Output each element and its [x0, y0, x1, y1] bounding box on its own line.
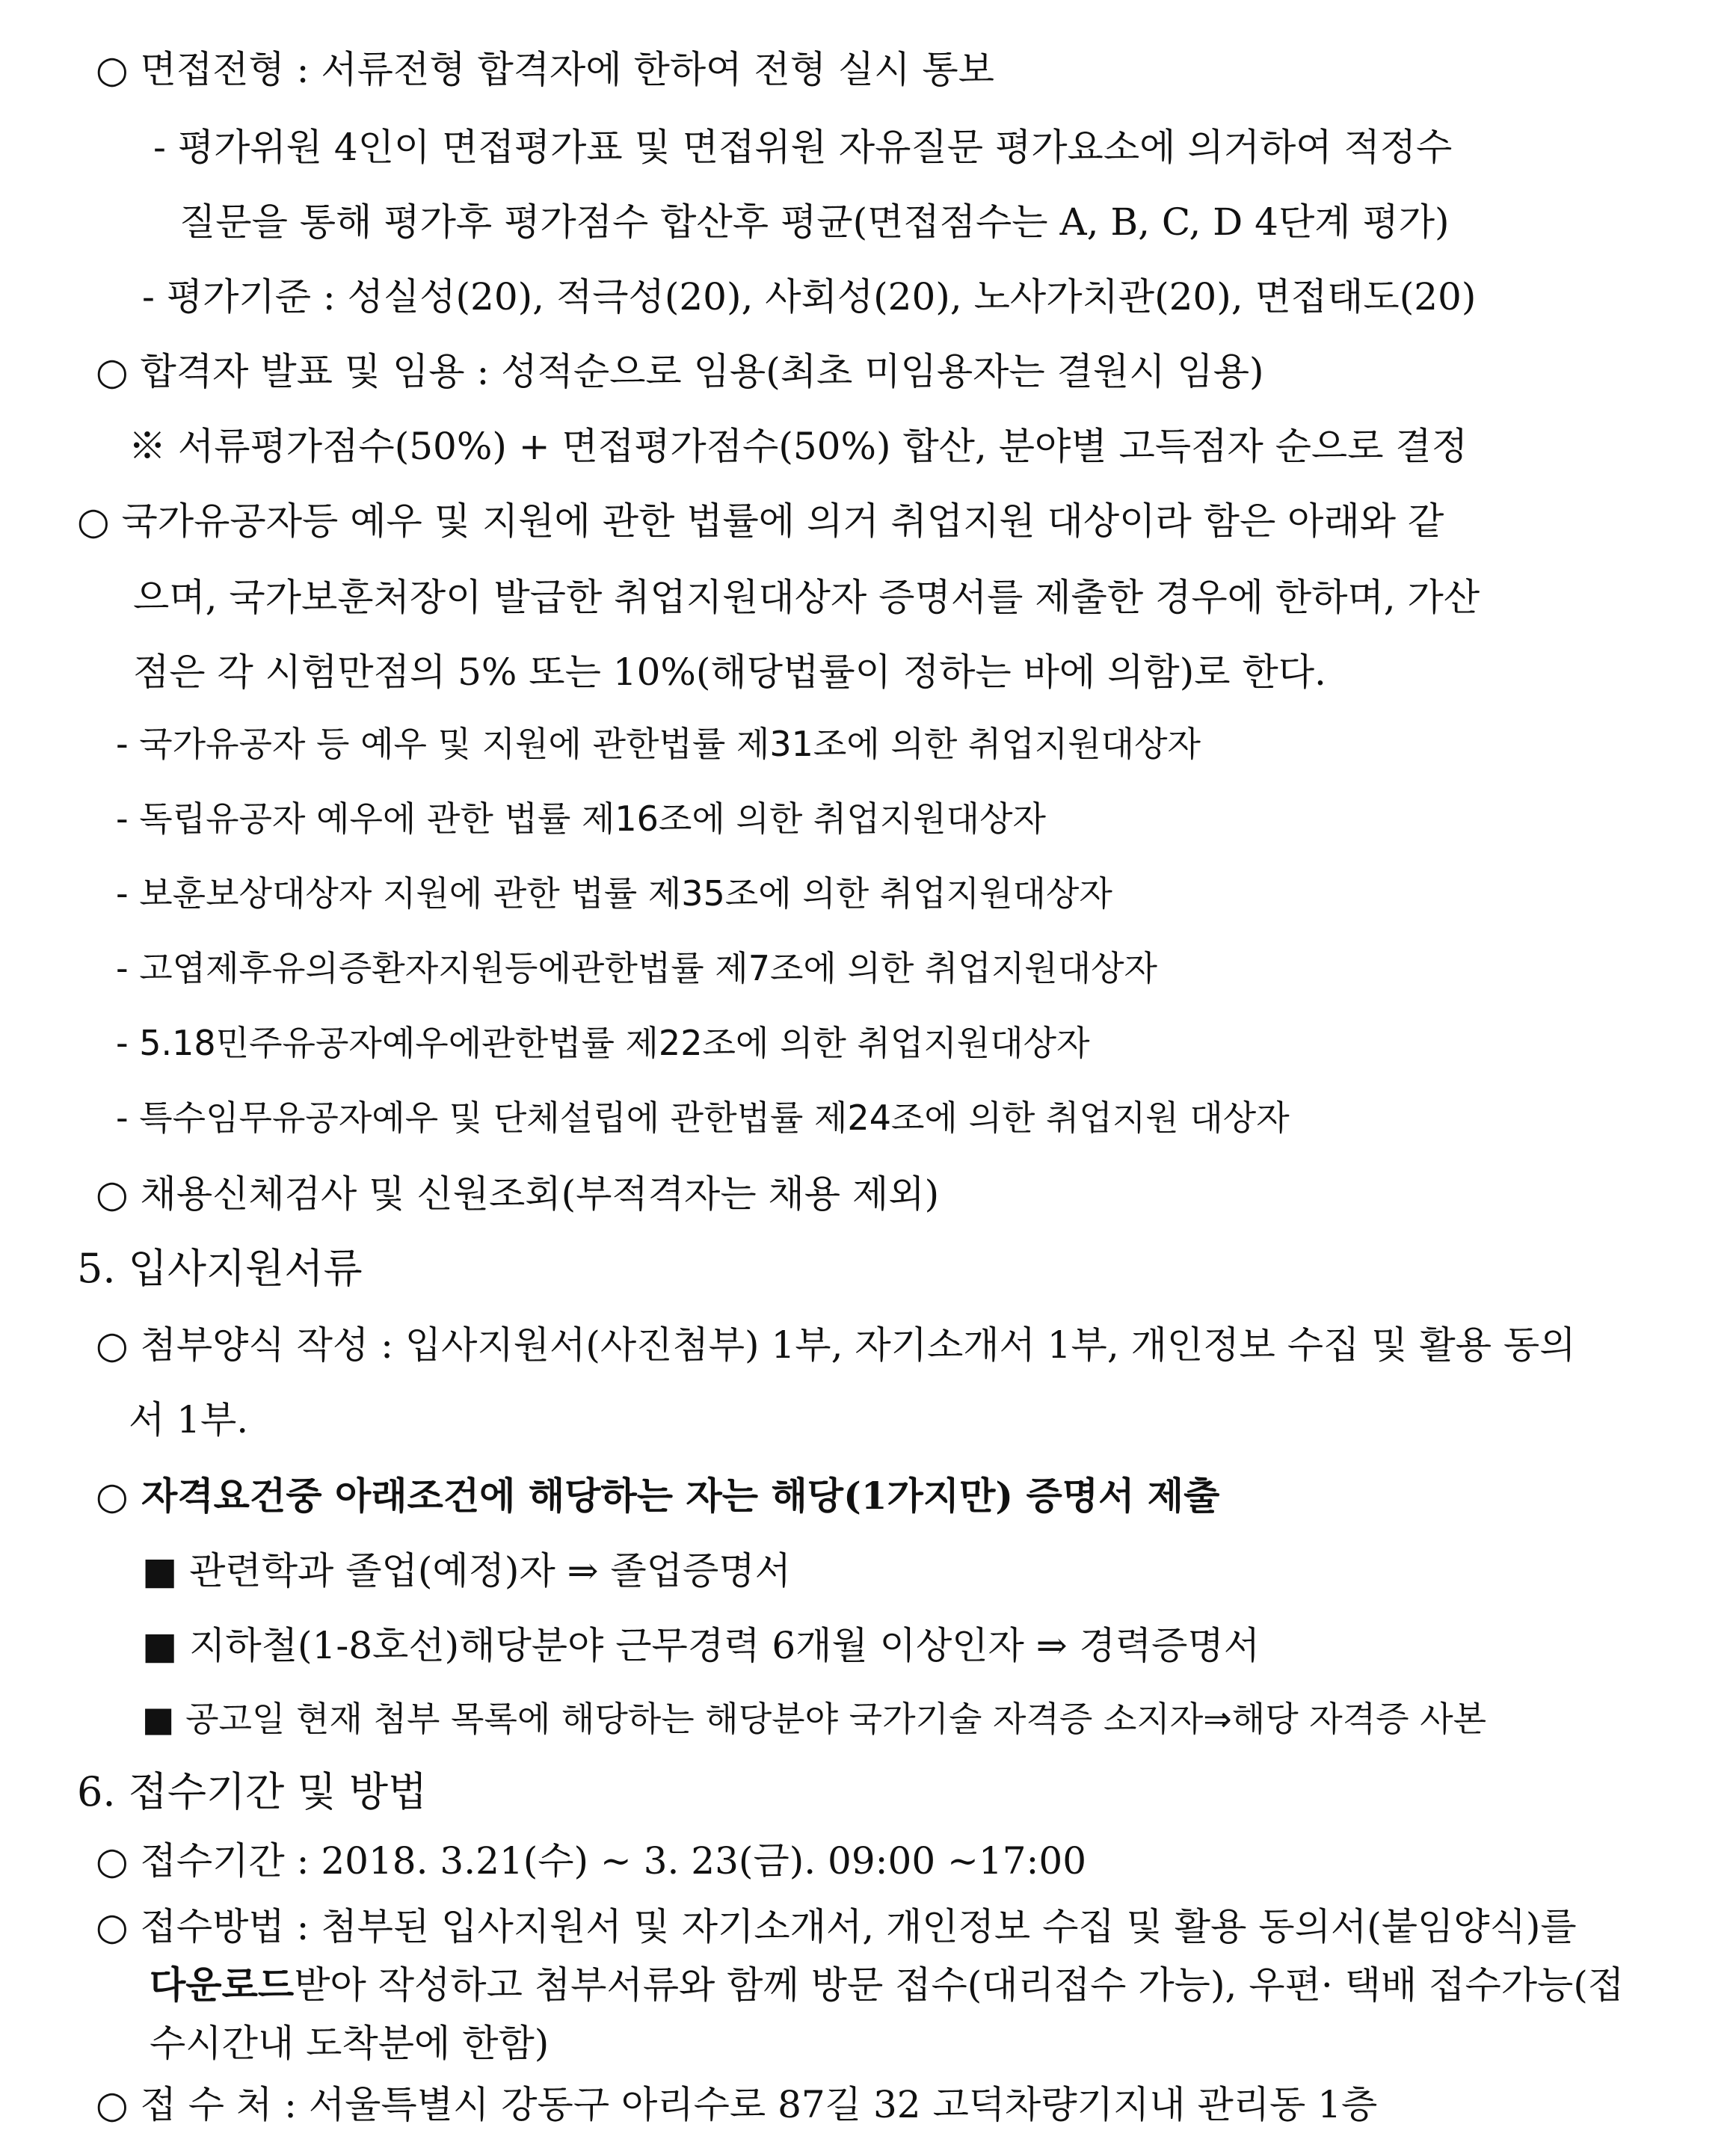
interview-detail-line: 질문을 통해 평가후 평가점수 합산후 평균(면접점수는 A, B, C, D 4단계 평가)	[179, 200, 1450, 244]
attachment-line: 서 1부.	[129, 1398, 249, 1441]
health-check-line: ○ 채용신체검사 및 신원조회(부적격자는 채용 제외)	[96, 1172, 940, 1216]
law-list-item: - 고엽제후유의증환자지원등에관한법률 제7조에 의한 취업지원대상자	[116, 948, 1157, 988]
application-method-line	[150, 1963, 1625, 2007]
application-method-line: 수시간내 도착분에 한함)	[150, 2022, 550, 2065]
law-list-item: - 5.18민주유공자예우에관한법률 제22조에 의한 취업지원대상자	[116, 1023, 1090, 1063]
law-list-item: - 국가유공자 등 예우 및 지원에 관한법률 제31조에 의한 취업지원대상자	[116, 724, 1201, 764]
attachment-line: ○ 첨부양식 작성 : 입사지원서(사진첨부) 1부, 자기소개서 1부, 개인정보 수집 및 활용 동의	[96, 1323, 1576, 1367]
qualification-item: ■ 공고일 현재 첨부 목록에 해당하는 해당분야 국가기술 자격증 소지자⇒해당 자격증 사본	[142, 1699, 1487, 1739]
law-list-item: - 독립유공자 예우에 관한 법률 제16조에 의한 취업지원대상자	[116, 798, 1046, 839]
interview-detail-line: - 평가위원 4인이 면접평가표 및 면접위원 자유질문 평가요소에 의거하여 적정수	[153, 126, 1453, 169]
application-period-line: ○ 접수기간 : 2018. 3.21(수) ~ 3. 23(금). 09:00 ~17:00	[96, 1839, 1087, 1883]
veterans-paragraph-line: ○ 국가유공자등 예우 및 지원에 관한 법률에 의거 취업지원 대상이라 함은 아래와 같	[77, 499, 1444, 543]
download-emphasis: 다운로드	[150, 1963, 295, 2007]
qualification-item: ■ 관련학과 졸업(예정)자 ⇒ 졸업증명서	[142, 1549, 791, 1593]
score-note-line: ※ 서류평가점수(50%) + 면접평가점수(50%) 합산, 분야별 고득점자 순으로 결정	[129, 425, 1468, 468]
evaluation-criteria-line: - 평가기준 : 성실성(20), 적극성(20), 사회성(20), 노사가치관(20), 면접태도(20)	[142, 275, 1477, 319]
veterans-paragraph-line: 점은 각 시험만점의 5% 또는 10%(해당법률이 정하는 바에 의함)로 한다.	[133, 650, 1326, 694]
section-heading-6: 6. 접수기간 및 방법	[77, 1768, 428, 1815]
law-list-item: - 보훈보상대상자 지원에 관한 법률 제35조에 의한 취업지원대상자	[116, 873, 1112, 914]
section-heading-5: 5. 입사지원서류	[77, 1245, 363, 1292]
interview-section-line: ○ 면접전형 : 서류전형 합격자에 한하여 전형 실시 통보	[96, 48, 994, 91]
qualification-item: ■ 지하철(1-8호선)해당분야 근무경력 6개월 이상인자 ⇒ 경력증명서	[142, 1624, 1261, 1667]
application-method-line: ○ 접수방법 : 첨부된 입사지원서 및 자기소개서, 개인정보 수집 및 활용 동의서(붙임양식)를	[96, 1905, 1577, 1948]
veterans-paragraph-line: 으며, 국가보훈처장이 발급한 취업지원대상자 증명서를 제출한 경우에 한하며, 가산	[133, 576, 1480, 619]
qualification-heading: ○ 자격요건중 아래조건에 해당하는 자는 해당(1가지만) 증명서 제출	[96, 1474, 1220, 1518]
law-list-item: - 특수임무유공자예우 및 단체설립에 관한법률 제24조에 의한 취업지원 대상자	[116, 1098, 1290, 1138]
reception-address-line: ○ 접 수 처 : 서울특별시 강동구 아리수로 87길 32 고덕차량기지내 관리동 1층	[96, 2083, 1378, 2126]
announcement-line: ○ 합격자 발표 및 임용 : 성적순으로 임용(최초 미임용자는 결원시 임용)	[96, 350, 1264, 393]
application-method-text: 받아 작성하고 첨부서류와 함께 방문 접수(대리접수 가능), 우편· 택배 접수가능(접	[294, 1963, 1625, 2007]
